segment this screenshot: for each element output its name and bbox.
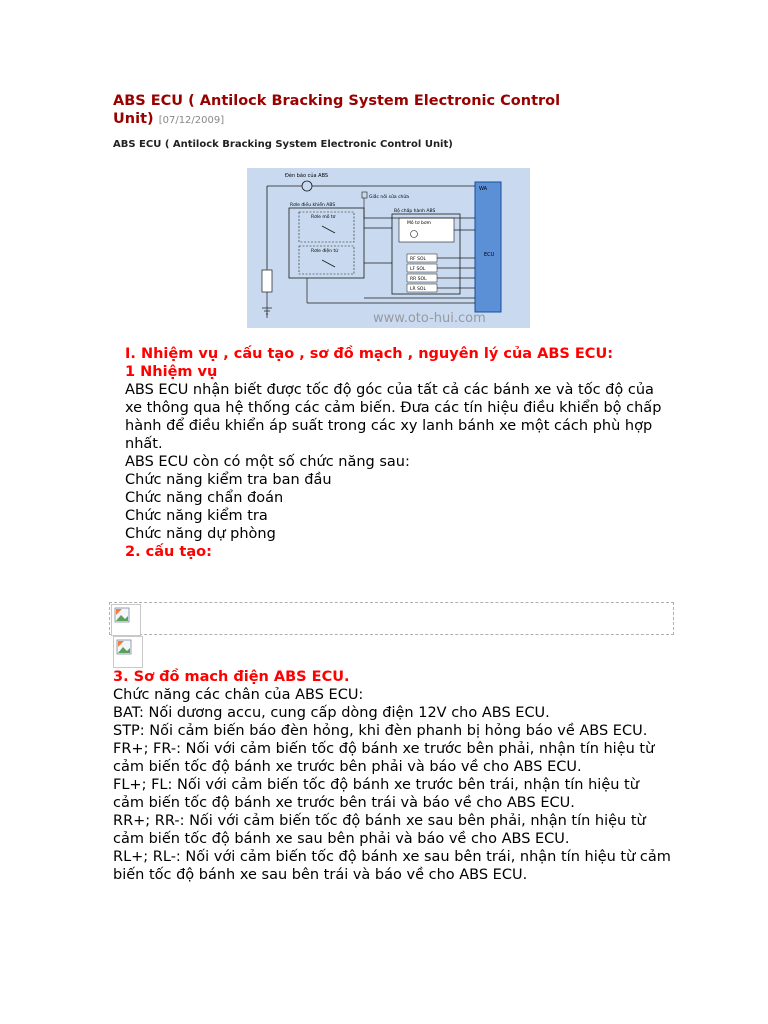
section-3-paragraph: FL+; FL: Nối với cảm biến tốc độ bánh xe trước bên trái, nhận tín hiệu từ cảm biến tốc độ bánh xe trước bên trái và báo về cho ABS ECU.: [113, 777, 639, 811]
section-3-paragraph: RL+; RL-: Nối với cảm biến tốc độ bánh xe sau bên trái, nhận tín hiệu từ cảm biến tốc độ bánh xe sau bên trái và báo về cho ABS ECU.: [113, 849, 671, 883]
section-2-heading: 2. cấu tạo:: [125, 544, 212, 560]
wa-label: WA: [479, 186, 488, 192]
ecu-label: ECU: [484, 252, 495, 258]
section-3-heading: 3. Sơ đồ mach điện ABS ECU.: [113, 669, 350, 685]
rr-sol-label: RR SOL: [410, 277, 427, 282]
lr-sol-label: LR SOL: [410, 287, 426, 292]
rf-sol-label: RF SOL: [410, 257, 427, 262]
ecu-block: [475, 182, 501, 312]
lf-sol-label: LF SOL: [410, 267, 426, 272]
warning-lamp-label: Đèn báo của ABS: [285, 173, 329, 179]
section-1-paragraph: Chức năng kiểm tra ban đầu: [125, 472, 332, 488]
section-1-paragraph: Chức năng chẩn đoán: [125, 490, 284, 506]
post-title-text[interactable]: ABS ECU ( Antilock Bracking System Electronic Control Unit): [113, 93, 561, 127]
fuse-icon: [262, 270, 272, 292]
actuator-label: Bộ chấp hành ABS: [394, 209, 436, 214]
section-1-paragraph: Chức năng dự phòng: [125, 526, 276, 542]
section-3-paragraph: BAT: Nối dương accu, cung cấp dòng điện 12V cho ABS ECU.: [113, 705, 550, 721]
section-3-paragraph: STP: Nối cảm biến báo đèn hỏng, khi đèn phanh bị hỏng báo về ABS ECU.: [113, 723, 648, 739]
post-title[interactable]: [113, 92, 583, 130]
broken-image-strip: [109, 602, 674, 635]
section-1-subheading: 1 Nhiệm vụ: [125, 364, 218, 380]
post-date: [07/12/2009]: [158, 115, 225, 126]
section-3-paragraph: Chức năng các chân của ABS ECU:: [113, 687, 364, 703]
check-connector-label: Giắc nối sửa chữa: [369, 195, 410, 200]
section-1: [125, 345, 665, 561]
abs-circuit-diagram: [247, 168, 530, 328]
relay-control-label: Rơle điều khiển ABS: [290, 203, 336, 208]
section-3: [113, 668, 673, 884]
diagram-watermark: www.oto-hui.com: [373, 311, 486, 326]
post-subtitle: ABS ECU ( Antilock Bracking System Electronic Control Unit): [113, 139, 453, 150]
section-1-paragraph: ABS ECU nhận biết được tốc độ góc của tất cả các bánh xe và tốc độ của xe thông qua hệ thống các cảm biến. Đưa các tín hiệu điều khiển bộ chấp hành để điều khiển áp suất trong các xy lanh bánh xe một cách phù hợp nhất.: [125, 382, 662, 452]
section-1-paragraph: ABS ECU còn có một số chức năng sau:: [125, 454, 410, 470]
solenoid-relay-label: Rơle điện từ: [311, 249, 339, 254]
motor-relay-label: Rơle mô tơ: [311, 215, 336, 220]
section-1-heading: I. Nhiệm vụ , cấu tạo , sơ đồ mạch , nguyên lý của ABS ECU:: [125, 346, 614, 362]
pump-motor-label: Mô tơ bơm: [407, 221, 432, 226]
broken-image-icon[interactable]: [111, 604, 141, 636]
section-3-paragraph: RR+; RR-: Nối với cảm biến tốc độ bánh xe sau bên phải, nhận tín hiệu từ cảm biến tốc độ bánh xe sau bên phải và báo về cho ABS ECU.: [113, 813, 646, 847]
section-3-paragraph: FR+; FR-: Nối với cảm biến tốc độ bánh xe trước bên phải, nhận tín hiệu từ cảm biến tốc độ bánh xe trước bên phải và báo về cho ABS ECU.: [113, 741, 655, 775]
section-1-paragraph: Chức năng kiểm tra: [125, 508, 268, 524]
broken-image-icon[interactable]: [113, 636, 143, 668]
